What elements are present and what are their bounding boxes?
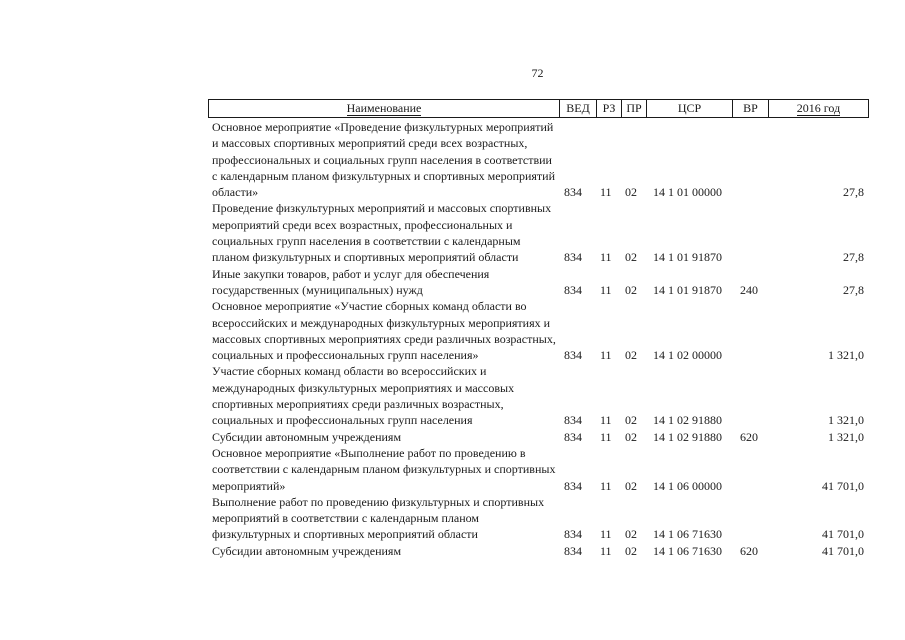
row-vr: 620: [740, 429, 758, 444]
row-pr: 02: [625, 527, 637, 542]
row-csr: 14 1 02 00000: [653, 348, 722, 363]
row-name: Выполнение работ по проведению физкультурных и спортивных мероприятий в соответствии с календарным планом физкультурных и спортивных мероприятий области: [212, 494, 545, 542]
table-row: [0, 543, 905, 559]
row-sum: 1 321,0: [828, 429, 864, 444]
row-pr: 02: [625, 250, 637, 265]
row-name: Иные закупки товаров, работ и услуг для обеспечения государственных (муниципальных) нужд: [212, 266, 490, 297]
row-csr: 14 1 02 91880: [653, 429, 722, 444]
col-header-pr: ПР: [622, 100, 647, 118]
table-row: [0, 298, 905, 363]
row-csr: 14 1 01 91870: [653, 282, 722, 297]
row-rz: 11: [600, 185, 612, 200]
row-ved: 834: [564, 527, 582, 542]
col-header-rz: РЗ: [597, 100, 622, 118]
row-sum: 1 321,0: [828, 413, 864, 428]
row-sum: 27,8: [843, 185, 864, 200]
row-pr: 02: [625, 478, 637, 493]
row-name: Участие сборных команд области во всероссийских и международных физкультурных мероприятиях и массовых спортивных мероприятиях среди различных возрастных, социальных и профессиональных групп населения: [212, 364, 515, 428]
table-row: [0, 429, 905, 445]
row-ved: 834: [564, 250, 582, 265]
row-pr: 02: [625, 413, 637, 428]
budget-table-body: [0, 119, 905, 559]
row-sum: 41 701,0: [822, 543, 864, 558]
row-csr: 14 1 01 00000: [653, 185, 722, 200]
row-sum: 27,8: [843, 250, 864, 265]
row-rz: 11: [600, 478, 612, 493]
row-csr: 14 1 06 71630: [653, 543, 722, 558]
row-pr: 02: [625, 543, 637, 558]
row-sum: 1 321,0: [828, 348, 864, 363]
table-row: [0, 200, 905, 265]
row-ved: 834: [564, 478, 582, 493]
row-pr: 02: [625, 429, 637, 444]
row-ved: 834: [564, 185, 582, 200]
row-sum: 27,8: [843, 282, 864, 297]
page-number: 72: [531, 66, 544, 80]
table-row: [0, 494, 905, 543]
row-rz: 11: [600, 348, 612, 363]
col-header-year: 2016 год: [769, 100, 869, 118]
col-header-ved: ВЕД: [560, 100, 597, 118]
budget-table-header: [208, 99, 869, 118]
row-ved: 834: [564, 429, 582, 444]
row-name: Проведение физкультурных мероприятий и массовых спортивных мероприятий среди всех возрастных, профессиональных и социальных групп населения в соответствии с календарным планом физкультурных и спортивных мероприятий области: [212, 201, 552, 265]
row-csr: 14 1 06 00000: [653, 478, 722, 493]
row-sum: 41 701,0: [822, 478, 864, 493]
col-header-name: Наименование: [209, 100, 560, 118]
row-rz: 11: [600, 543, 612, 558]
row-name: Основное мероприятие «Выполнение работ по проведению в соответствии с календарным планом физкультурных и спортивных мероприятий»: [212, 445, 556, 493]
row-csr: 14 1 06 71630: [653, 527, 722, 542]
row-pr: 02: [625, 282, 637, 297]
row-csr: 14 1 01 91870: [653, 250, 722, 265]
row-name: Субсидии автономным учреждениям: [212, 543, 402, 558]
row-ved: 834: [564, 348, 582, 363]
row-rz: 11: [600, 250, 612, 265]
row-rz: 11: [600, 429, 612, 444]
col-header-csr: ЦСР: [647, 100, 733, 118]
row-sum: 41 701,0: [822, 527, 864, 542]
row-name: Основное мероприятие «Участие сборных команд области во всероссийских и международных физкультурных мероприятиях и массовых спортивных мероприятиях среди различных возрастных, социальных и профессиональных групп населения»: [212, 299, 556, 363]
row-ved: 834: [564, 543, 582, 558]
row-rz: 11: [600, 527, 612, 542]
row-ved: 834: [564, 282, 582, 297]
table-row: [0, 119, 905, 200]
row-vr: 240: [740, 282, 758, 297]
row-rz: 11: [600, 282, 612, 297]
row-vr: 620: [740, 543, 758, 558]
table-row: [0, 445, 905, 494]
table-row: [0, 363, 905, 428]
table-row: [0, 266, 905, 299]
col-header-vr: ВР: [733, 100, 769, 118]
row-rz: 11: [600, 413, 612, 428]
row-csr: 14 1 02 91880: [653, 413, 722, 428]
row-ved: 834: [564, 413, 582, 428]
row-pr: 02: [625, 348, 637, 363]
row-name: Субсидии автономным учреждениям: [212, 429, 402, 444]
row-pr: 02: [625, 185, 637, 200]
row-name: Основное мероприятие «Проведение физкультурных мероприятий и массовых спортивных мероприятий среди всех возрастных, профессиональных и социальных групп населения в соответствии с календарным планом физкультурных и спортивных мероприятий области»: [212, 120, 556, 200]
